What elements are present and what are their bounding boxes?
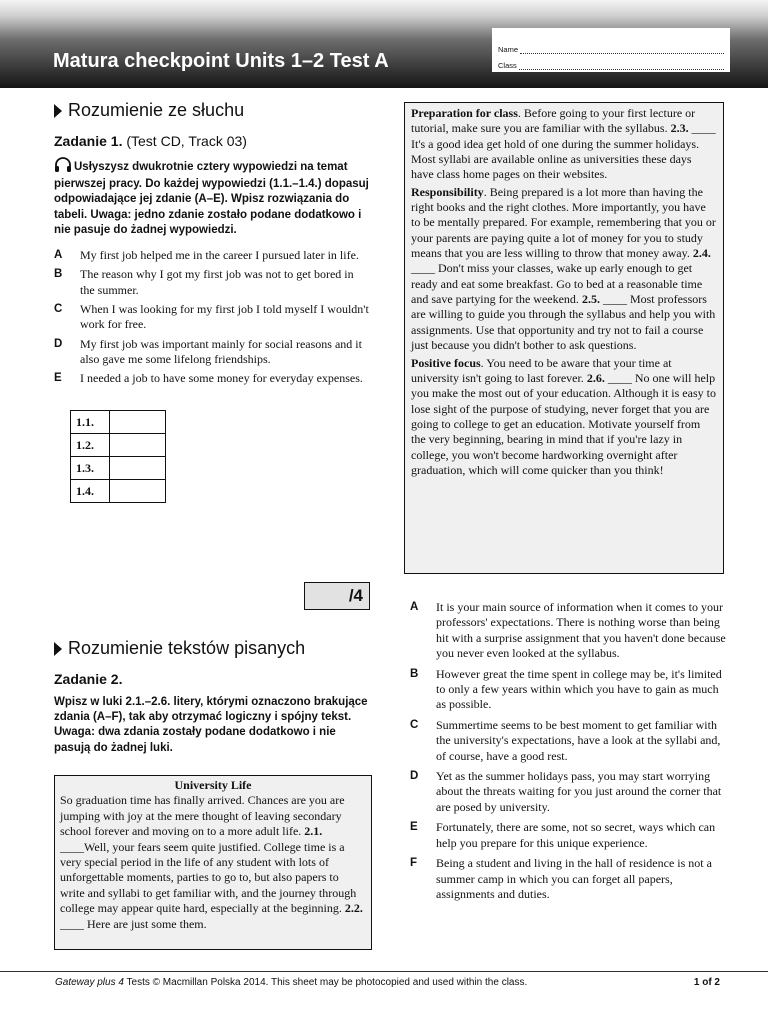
option-a: A It is your main source of information when it comes to your professors' expectations. There is nothing worse than being hit with a surprise assignment that you haven't done because you never even looked at the syllabus. [410,600,726,661]
class-field[interactable] [498,54,724,70]
option-b: B The reason why I got my first job was not to get bored in the summer. [54,267,354,297]
article-paragraph-responsibility: Responsibility. Being prepared is a lot more than having the right books and the right clothes. More importantly, you have to be mentally prepared. For example, remembering that you or your parents are paying quite a lot of money for you to study means that you are less willing to throw that money away. 2.4. ____ Don't miss your classes, wake up early enough to get ready and eat some breakfast. Go to bed at a reasonable time and save partying for the weekend. 2.5. ____ Most professors are willing to guide you through the syllabus and help you with assignments. Use that opportunity and try not to fail a course just because you didn't bother to ask questions. [411,184,716,353]
table-row: 1.4. [71,480,166,503]
listening-options [54,248,370,386]
reading-options [410,600,726,907]
footer-divider [0,971,768,972]
article-paragraph-positive-focus: Positive focus. You need to be aware that your time at university isn't going to last forever. 2.6. ____ No one will help you make the most out of your education. Although it is easy to lose sight of the purpose of studying, never forget that you are going to college to get an education. Motivate yourself from the very beginning, bearing in mind that if you're lazy in college, you won't become hardworking overnight after graduation, which will come quicker than you think! [411,355,716,477]
answer-cell-1-2[interactable] [110,434,166,457]
task-1-instruction: Usłyszysz dwukrotnie cztery wypowiedzi na temat pierwszej pracy. Do każdej wypowiedzi (1.1.–1.4.) dopasuj odpowiadające jej zdanie (A–E). Wpisz rozwiązania do tabeli. Uwaga: jedno zdanie zostało podane dodatkowo i nie pasuje do żadnej wypowiedzi. [54,157,370,238]
option-b: B However great the time spent in college may be, it's limited to only a few years within which you have to gain as much as possible. [410,666,722,712]
option-c: C When I was looking for my first job I told myself I wouldn't work for free. [54,301,369,332]
reading-box-title: University Life [174,778,252,792]
reading-section [54,638,370,756]
answer-cell-1-3[interactable] [110,457,166,480]
task-2-instruction: Wpisz w luki 2.1.–2.6. litery, którymi oznaczono brakujące zdania (A–F), tak aby otrzymać logiczny i spójny tekst. Uwaga: dwa zdania zostały podane dodatkowo i nie pasują do żadnej luki. [54,696,368,754]
option-d: D Yet as the summer holidays pass, you may start worrying about the threats waiting for you just around the corner that are posed by university. [410,769,722,814]
reading-intro-text: So graduation time has finally arrived. Chances are you are jumping with joy at the mere thought of leaving secondary school forever and moving on to a more adult life. 2.1. ____Well, your fears seem quite justified. College time is a very special period in the life of any student with lots of unforgettable moments, parties to go to, but also papers to write and syllabi to get familiar with, and the journey through college may appear quite hard, especially at the beginning. 2.2. ____ Here are just some them. [60,793,363,931]
option-f: F Being a student and living in the hall of residence is not a summer camp in which you can forget all papers, assignments and duties. [410,856,712,901]
table-row: 1.1. [71,411,166,434]
task-2-title: Zadanie 2. [54,671,123,687]
name-label: Name [498,45,519,54]
page-header [0,0,768,88]
table-row: 1.2. [71,434,166,457]
option-a: A My first job helped me in the career I pursued later in life. [54,248,359,263]
page-number: 1 of 2 [693,977,720,988]
option-e: E I needed a job to have some money for everyday expenses. [54,371,363,386]
reading-heading: Rozumienie tekstów pisanych [54,638,370,659]
footer-copyright: Gateway plus 4 Tests © Macmillan Polska 2014. This sheet may be photocopied and used within the class. [55,977,528,988]
listening-heading: Rozumienie ze słuchu [54,100,370,121]
triangle-bullet-icon [54,642,62,656]
option-d: D My first job was important mainly for social reasons and it also gave me some lifelong friendships. [54,336,362,366]
answer-cell-1-4[interactable] [110,480,166,503]
score-box: /4 [304,582,370,610]
answer-table [70,410,166,503]
article-box [404,102,724,574]
listening-section [54,100,370,503]
article-paragraph-preparation: Preparation for class. Before going to your first lecture or tutorial, make sure you are familiar with the syllabus. 2.3. ____ It's a good idea get hold of one during the summer holidays. Most syllabi are available online as universities these days have class home pages on their websites. [411,106,716,182]
task-1-title: Zadanie 1. (Test CD, Track 03) [54,133,247,149]
option-e: E Fortunately, there are some, not so secret, ways which can help you prepare for this unique experience. [410,820,716,850]
class-label: Class [498,61,517,70]
headphones-icon [54,157,72,177]
table-row: 1.3. [71,457,166,480]
reading-intro-box [54,775,372,950]
name-field[interactable] [498,38,724,54]
name-class-box [492,28,730,72]
page-title: Matura checkpoint Units 1–2 Test A [53,50,389,72]
answer-cell-1-1[interactable] [110,411,166,434]
triangle-bullet-icon [54,104,62,118]
option-c: C Summertime seems to be best moment to get familiar with the university's expectations, have a look at the syllabi and, of course, have a good rest. [410,717,721,763]
